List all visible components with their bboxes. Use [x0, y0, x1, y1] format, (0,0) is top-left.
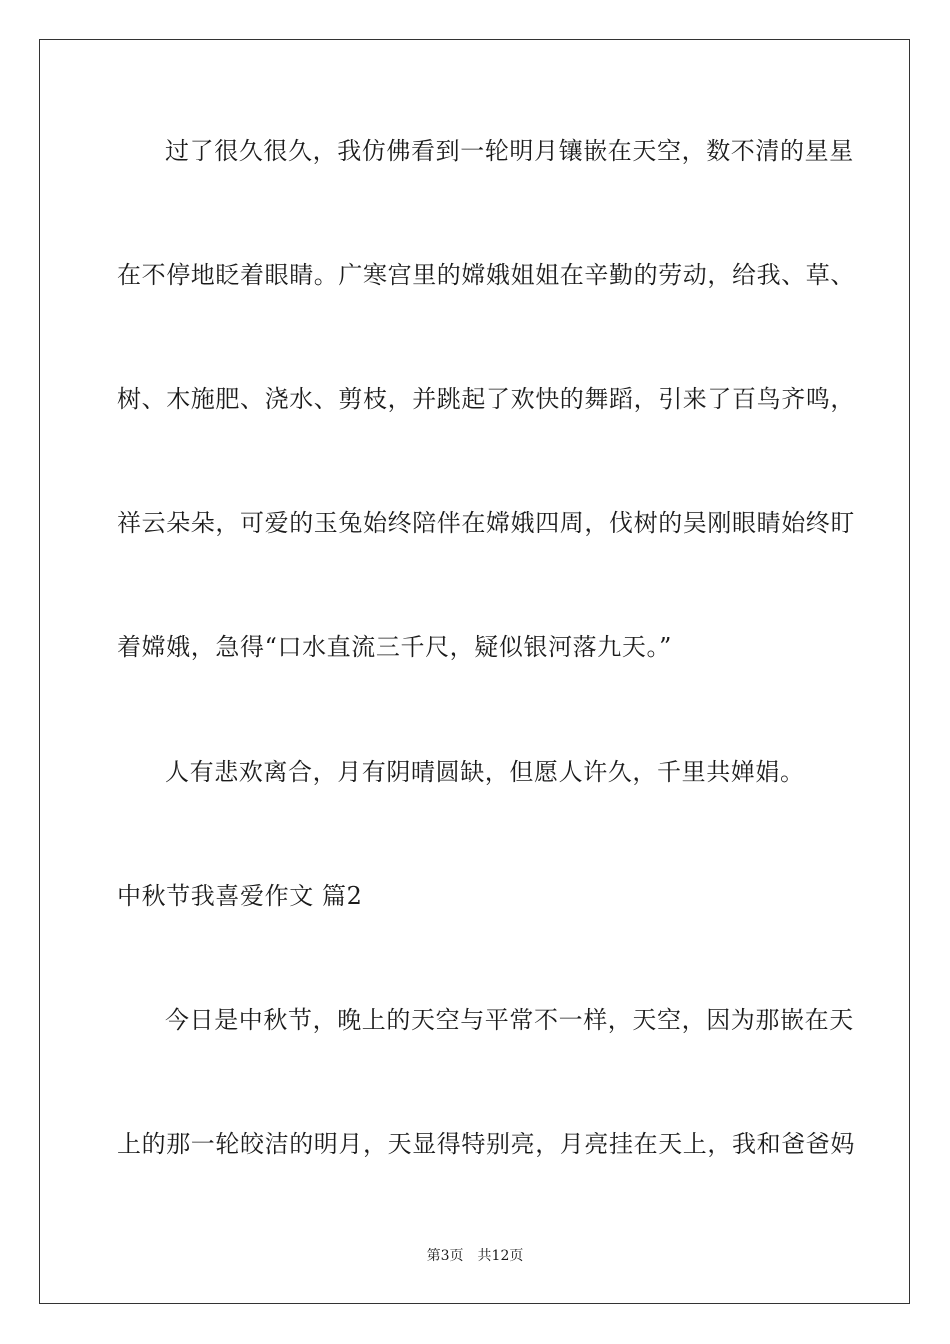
paragraph-line: 过了很久很久，我仿佛看到一轮明月镶嵌在天空，数不清的星星: [165, 137, 854, 165]
section-heading: 中秋节我喜爱作文 篇2: [117, 882, 363, 910]
paragraph-line: 祥云朵朵，可爱的玉兔始终陪伴在嫦娥四周，伐树的吴刚眼睛始终盯: [117, 509, 855, 537]
page-footer: [0, 1246, 950, 1266]
paragraph-line: 上的那一轮皎洁的明月，天显得特别亮，月亮挂在天上，我和爸爸妈: [117, 1130, 855, 1158]
paragraph-line: 人有悲欢离合，月有阴晴圆缺，但愿人许久，千里共婵娟。: [165, 758, 805, 786]
paragraph-line: 树、木施肥、浇水、剪枝，并跳起了欢快的舞蹈，引来了百鸟齐鸣，: [117, 385, 855, 413]
page-border: [39, 39, 910, 1304]
paragraph-line: 今日是中秋节，晚上的天空与平常不一样，天空，因为那嵌在天: [165, 1006, 854, 1034]
page-number: 第3页: [426, 1248, 464, 1264]
paragraph-line: 着嫦娥，急得“口水直流三千尺，疑似银河落九天。”: [117, 633, 672, 661]
paragraph-line: 在不停地眨着眼睛。广寒宫里的嫦娥姐姐在辛勤的劳动，给我、草、: [117, 261, 855, 289]
page-total: 共12页: [477, 1248, 524, 1264]
